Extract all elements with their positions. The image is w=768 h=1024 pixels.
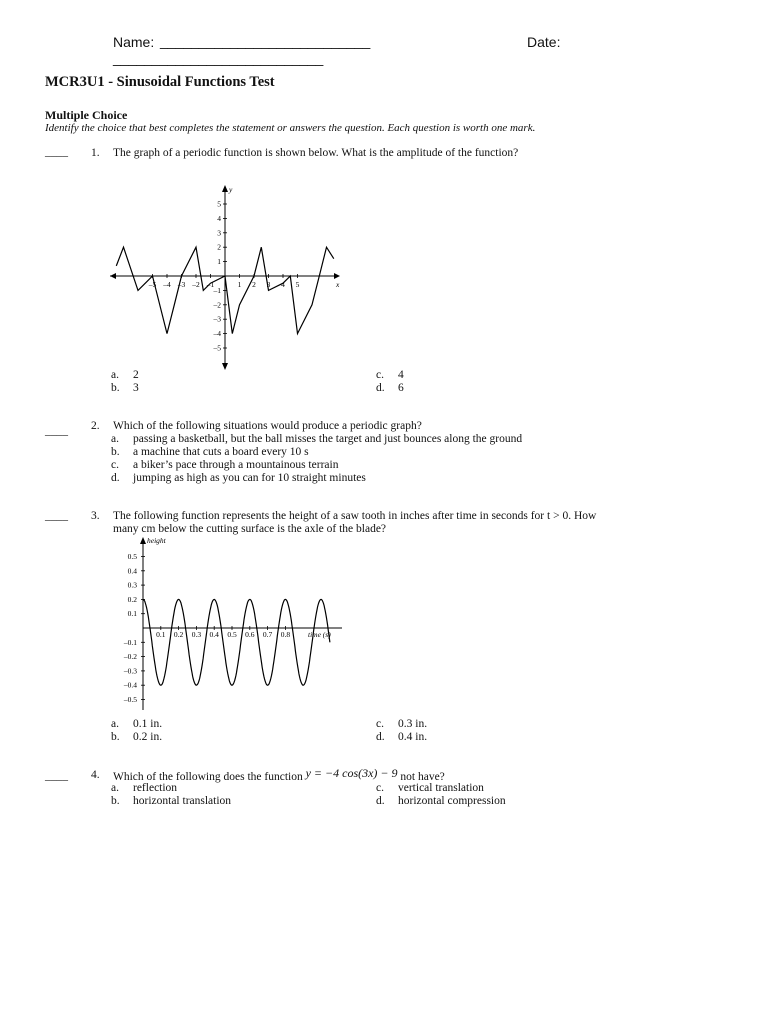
choice-letter: b.	[111, 795, 120, 807]
choice-text: 0.1 in.	[133, 718, 163, 730]
periodic-function-graph	[108, 183, 348, 373]
y-tick-label: 0.1	[127, 609, 137, 619]
choice-q3-c[interactable]	[376, 718, 427, 730]
function-line	[143, 599, 330, 685]
x-tick-label: –2	[192, 280, 200, 289]
choice-q2-d[interactable]	[111, 472, 366, 484]
choice-q2-b[interactable]	[111, 446, 309, 458]
choice-q4-c[interactable]	[376, 782, 484, 794]
y-axis-arrow	[140, 537, 146, 544]
choice-q1-b[interactable]	[111, 382, 139, 394]
question-text: Which of the following situations would produce a periodic graph?	[113, 420, 422, 432]
answer-blank-q4[interactable]: ____	[45, 770, 68, 782]
x-tick-label: –5	[148, 280, 157, 289]
x-tick-label: 0.2	[173, 630, 184, 639]
y-axis-label: y	[229, 185, 233, 194]
x-tick-label: 5	[295, 280, 300, 289]
name-line[interactable]: ___________________________	[160, 33, 371, 49]
choice-letter: b.	[111, 382, 120, 394]
x-tick-label: 1	[237, 280, 242, 289]
choice-letter: a.	[111, 433, 119, 445]
choice-letter: d.	[376, 795, 385, 807]
choice-text: 3	[133, 382, 139, 394]
x-tick-label: 2	[252, 280, 256, 289]
function-formula: y = −4 cos(3x) − 9	[305, 766, 398, 780]
x-tick-label: 0.4	[209, 630, 219, 639]
answer-blank-q1[interactable]: ____	[45, 146, 68, 158]
choice-q3-a[interactable]	[111, 718, 162, 730]
x-tick-label: 0.6	[245, 630, 255, 639]
choice-letter: a.	[111, 782, 119, 794]
test-title: MCR3U1 - Sinusoidal Functions Test	[45, 74, 275, 90]
x-axis-arrow	[334, 273, 340, 279]
choice-text: 0.3 in.	[398, 718, 428, 730]
choice-letter: c.	[376, 782, 384, 794]
y-tick-label: –0.2	[123, 652, 137, 662]
y-tick-label: 0.2	[127, 594, 137, 604]
choice-q1-c[interactable]	[376, 369, 404, 381]
choice-letter: b.	[111, 446, 120, 458]
choice-q2-c[interactable]	[111, 459, 338, 471]
choice-q4-a[interactable]	[111, 782, 177, 794]
choice-q4-d[interactable]	[376, 795, 506, 807]
date-label: Date:	[527, 34, 561, 50]
y-tick-label: 0.4	[127, 566, 137, 576]
choice-letter: c.	[376, 369, 384, 381]
choice-text: 6	[398, 382, 404, 394]
choice-letter: c.	[111, 459, 119, 471]
y-tick-label: –5	[213, 343, 221, 353]
y-tick-label: –2	[213, 300, 221, 310]
question-number: 3.	[91, 510, 100, 522]
choice-letter: c.	[376, 718, 384, 730]
choice-letter: b.	[111, 731, 120, 743]
y-axis-arrow	[222, 185, 228, 192]
answer-blank-q2[interactable]: ____	[45, 425, 68, 437]
choice-text: passing a basketball, but the ball misses the target and just bounces along the ground	[133, 433, 523, 445]
choice-q1-a[interactable]	[111, 369, 139, 381]
y-tick-label: –0.3	[123, 666, 137, 676]
y-tick-label: 4	[217, 213, 221, 223]
x-tick-label: 0.7	[262, 630, 273, 639]
choice-letter: a.	[111, 718, 119, 730]
choice-text: vertical translation	[398, 782, 484, 794]
x-tick-label: 3	[266, 280, 271, 289]
choice-text: jumping as high as you can for 10 straight minutes	[133, 472, 366, 484]
x-tick-label: 0.1	[156, 630, 166, 639]
choice-text: horizontal translation	[133, 795, 232, 807]
choice-text: 2	[133, 369, 139, 381]
choice-text: 0.2 in.	[133, 731, 163, 743]
x-tick-label: –3	[177, 280, 186, 289]
section-instructions: Identify the choice that best completes the statement or answers the question. Each question is worth one mark.	[45, 122, 536, 134]
y-tick-label: 3	[217, 228, 221, 238]
question-text: The graph of a periodic function is shown below. What is the amplitude of the function?	[113, 147, 519, 159]
choice-letter: a.	[111, 369, 119, 381]
saw-tooth-height-graph	[118, 535, 348, 713]
x-tick-label: 4	[281, 280, 285, 289]
y-tick-label: 1	[217, 257, 221, 267]
x-axis-arrow	[110, 273, 116, 279]
x-tick-label: 0.5	[227, 630, 237, 639]
y-tick-label: –0.1	[123, 637, 137, 647]
question-number: 4.	[91, 769, 100, 781]
question-number: 1.	[91, 147, 100, 159]
x-tick-label: –4	[163, 280, 171, 289]
y-axis-arrow	[222, 363, 228, 370]
y-tick-label: 5	[217, 199, 221, 209]
y-tick-label: –0.5	[123, 695, 137, 704]
choice-q1-d[interactable]	[376, 382, 404, 394]
x-axis-label: x	[336, 280, 340, 289]
choice-q2-a[interactable]	[111, 433, 522, 445]
question-text-line2: many cm below the cutting surface is the axle of the blade?	[113, 523, 387, 535]
y-axis-label: height	[147, 536, 166, 545]
choice-text: reflection	[133, 782, 178, 794]
choice-text: a machine that cuts a board every 10 s	[133, 446, 309, 458]
choice-text: 4	[398, 369, 404, 381]
choice-text: 0.4 in.	[398, 731, 428, 743]
answer-blank-q3[interactable]: ____	[45, 510, 68, 522]
choice-q3-b[interactable]	[111, 731, 162, 743]
y-tick-label: –3	[213, 314, 221, 324]
choice-letter: d.	[376, 731, 385, 743]
choice-letter: d.	[111, 472, 120, 484]
question-text-line1: The following function represents the height of a saw tooth in inches after time in seconds for t > 0. How	[113, 510, 597, 522]
name-label: Name:	[113, 34, 155, 50]
date-line[interactable]: ___________________________	[113, 50, 324, 66]
choice-q4-b[interactable]	[111, 795, 231, 807]
y-tick-label: –0.4	[123, 680, 137, 690]
choice-text: horizontal compression	[398, 795, 506, 807]
choice-q3-d[interactable]	[376, 731, 427, 743]
section-heading: Multiple Choice	[45, 108, 128, 122]
y-tick-label: 0.5	[127, 552, 137, 561]
y-tick-label: –4	[213, 329, 221, 339]
question-text-after: not have?	[400, 771, 445, 783]
x-axis-label: time (s)	[308, 630, 331, 639]
question-text-before: Which of the following does the function	[113, 771, 303, 783]
y-tick-label: 2	[217, 242, 221, 252]
question-number: 2.	[91, 420, 100, 432]
choice-letter: d.	[376, 382, 385, 394]
x-tick-label: –1	[206, 280, 215, 289]
choice-text: a biker’s pace through a mountainous terrain	[133, 459, 339, 471]
x-tick-label: 0.8	[280, 630, 291, 639]
y-tick-label: –1	[213, 285, 221, 295]
x-tick-label: 0.3	[191, 630, 202, 639]
y-tick-label: 0.3	[127, 580, 137, 590]
